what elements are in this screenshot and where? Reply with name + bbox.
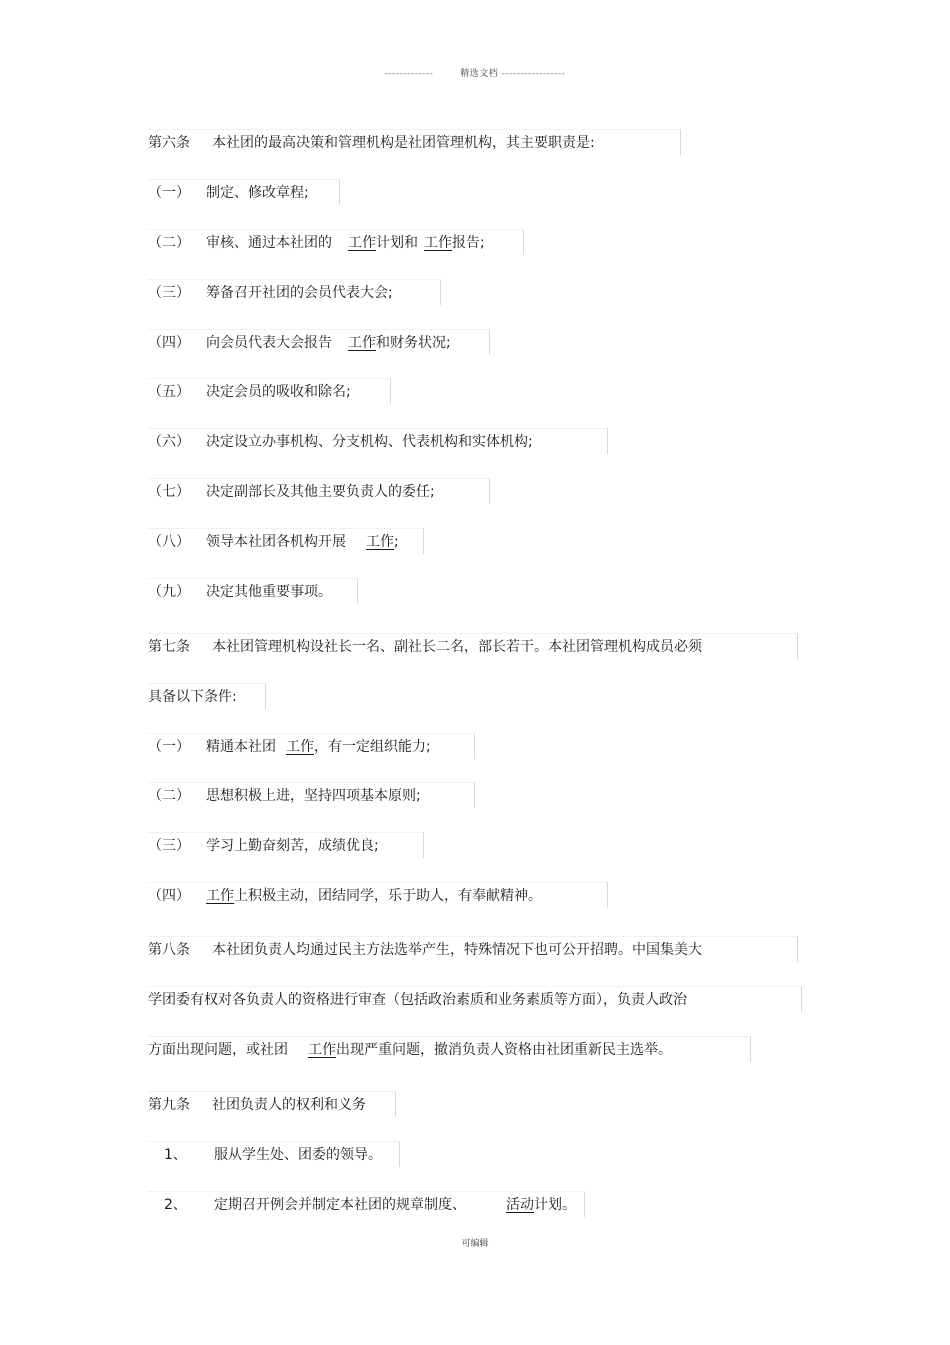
article-7-title: 第七条 [148, 639, 190, 655]
article-8-line-2 [148, 986, 802, 1012]
article-6-item-6 [148, 428, 608, 454]
item-text-c: 报告; [452, 235, 485, 251]
article-7-item-3 [148, 832, 424, 858]
header-left-dashes: ------------- [384, 69, 434, 79]
article-6-item-9 [148, 578, 358, 604]
item-text: 决定会员的吸收和除名; [206, 384, 351, 400]
item-text-a: 领导本社团各机构开展 [206, 534, 346, 550]
article-6-item-7 [148, 478, 490, 504]
underlined-term: 工作 [424, 235, 452, 251]
article-9-title: 第九条 [148, 1097, 190, 1113]
article-8-line-1: 本社团负责人均通过民主方法选举产生，特殊情况下也可公开招聘。中国集美大 [212, 942, 702, 958]
item-text-b: 计划和 [376, 235, 418, 251]
article-7-line-1: 本社团管理机构设社长一名、副社长二名，部长若干。本社团管理机构成员必须 [212, 639, 702, 655]
underlined-term: 工作 [286, 739, 314, 755]
header-right-dashes: ----------------- [501, 69, 566, 79]
underlined-term: 工作 [206, 888, 234, 904]
item-number: （六） [148, 434, 190, 450]
article-6-text: 本社团的最高决策和管理机构是社团管理机构，其主要职责是: [212, 135, 595, 151]
item-text-b: ，有一定组织能力; [314, 739, 431, 755]
item-number: （九） [148, 584, 190, 600]
article-9-heading [148, 1091, 396, 1117]
item-text: 学习上勤奋刻苦，成绩优良; [206, 838, 379, 854]
article-6-item-4 [148, 329, 490, 355]
item-number: 1、 [164, 1147, 187, 1163]
item-text-a: 定期召开例会并制定本社团的规章制度、 [214, 1197, 466, 1213]
article-9-item-1 [148, 1141, 400, 1167]
item-text-a: 向会员代表大会报告 [206, 335, 332, 351]
article-6-item-1 [148, 179, 340, 205]
item-text-b: 和财务状况; [376, 335, 451, 351]
item-number: （三） [148, 838, 190, 854]
article-6-title: 第六条 [148, 135, 190, 151]
article-9-text: 社团负责人的权利和义务 [212, 1097, 366, 1113]
underlined-term: 工作 [348, 335, 376, 351]
article-7-item-4 [148, 882, 608, 908]
item-number: （八） [148, 534, 190, 550]
item-number: （七） [148, 484, 190, 500]
article-6-heading [148, 129, 681, 155]
underlined-term: 工作 [366, 534, 394, 550]
item-text-b: 计划。 [534, 1197, 576, 1213]
article-6-item-8 [148, 528, 424, 554]
item-text-a: 精通本社团 [206, 739, 276, 755]
article-7-item-1 [148, 733, 475, 759]
item-text: 决定副部长及其他主要负责人的委任; [206, 484, 435, 500]
article-8-line-3-text-a: 方面出现问题，或社团 [148, 1042, 288, 1058]
item-text: 决定设立办事机构、分支机构、代表机构和实体机构; [206, 434, 533, 450]
item-number: （一） [148, 739, 190, 755]
item-text-b: ; [394, 534, 399, 550]
article-7-item-2 [148, 782, 475, 808]
article-6-item-3 [148, 279, 441, 305]
article-9-item-2 [148, 1191, 585, 1217]
item-number: （二） [148, 235, 190, 251]
underlined-term: 工作 [308, 1042, 336, 1058]
item-text-b: 上积极主动，团结同学，乐于助人，有奉献精神。 [234, 888, 542, 904]
article-8-title: 第八条 [148, 942, 190, 958]
item-text: 思想积极上进，坚持四项基本原则; [206, 788, 421, 804]
item-number: （二） [148, 788, 190, 804]
article-8-line-3-text-b: 出现严重问题，撤消负责人资格由社团重新民主选举。 [336, 1042, 672, 1058]
item-text-a: 审核、通过本社团的 [206, 235, 332, 251]
item-text: 服从学生处、团委的领导。 [214, 1147, 382, 1163]
item-number: 2、 [164, 1197, 187, 1213]
underlined-term: 工作 [348, 235, 376, 251]
article-6-item-5 [148, 378, 391, 404]
article-8-heading [148, 936, 798, 962]
article-8-line-3 [148, 1036, 751, 1062]
article-7-heading [148, 633, 798, 659]
article-8-line-2-text: 学团委有权对各负责人的资格进行审查（包括政治素质和业务素质等方面），负责人政治 [148, 992, 687, 1008]
footer-label: 可编辑 [461, 1239, 489, 1249]
item-text: 筹备召开社团的会员代表大会; [206, 285, 393, 301]
article-6-item-2 [148, 229, 524, 255]
article-7-line-2 [148, 683, 266, 709]
page-footer [0, 1236, 950, 1249]
item-number: （四） [148, 888, 190, 904]
item-text: 决定其他重要事项。 [206, 584, 332, 600]
article-7-line-2-text: 具备以下条件: [148, 689, 237, 705]
item-number: （四） [148, 335, 190, 351]
underlined-term: 活动 [506, 1197, 534, 1213]
item-number: （一） [148, 185, 190, 201]
header-title: 精选文档 [460, 69, 499, 79]
item-number: （三） [148, 285, 190, 301]
item-text: 制定、修改章程; [206, 185, 309, 201]
page-header [0, 66, 950, 79]
item-number: （五） [148, 384, 190, 400]
